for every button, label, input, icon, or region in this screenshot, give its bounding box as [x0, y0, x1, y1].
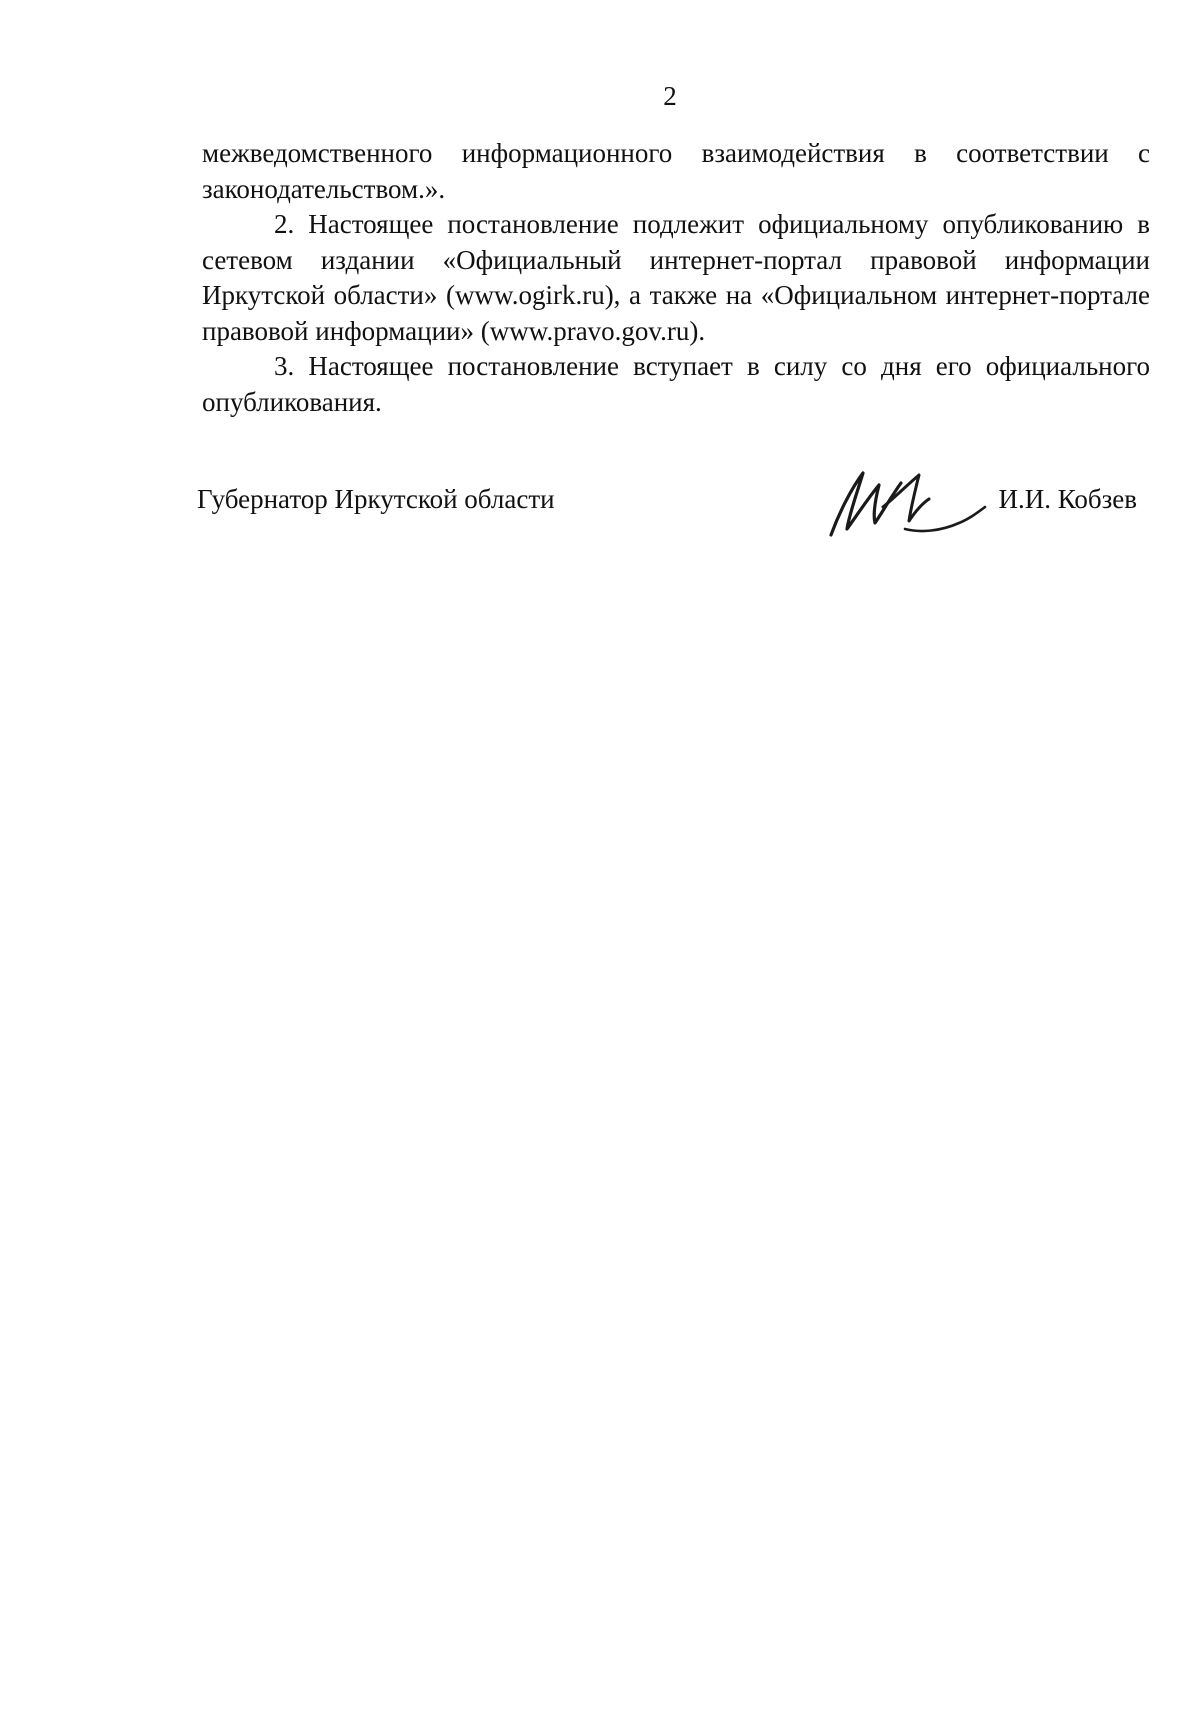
handwritten-signature	[817, 463, 997, 549]
paragraph-continuation: межведомственного информационного взаимодействия в соответствии с законодательством.».	[202, 138, 1150, 204]
paragraph-effective-date: 3. Настоящее постановление вступает в силу со дня его официального опубликования.	[202, 351, 1150, 417]
signer-name: И.И. Кобзев	[998, 484, 1137, 514]
document-body	[202, 136, 1150, 420]
page-number: 2	[663, 81, 677, 111]
signer-title: Губернатор Иркутской области	[197, 484, 555, 514]
paragraph-publication: 2. Настоящее постановление подлежит официальному опубликованию в сетевом издании «Официальный интернет-портал правовой информации Иркутской области» (www.ogirk.ru), а также на «Официальном интернет-портале правовой информации» (www.pravo.gov.ru).	[202, 209, 1150, 346]
signature-block	[197, 483, 1137, 553]
